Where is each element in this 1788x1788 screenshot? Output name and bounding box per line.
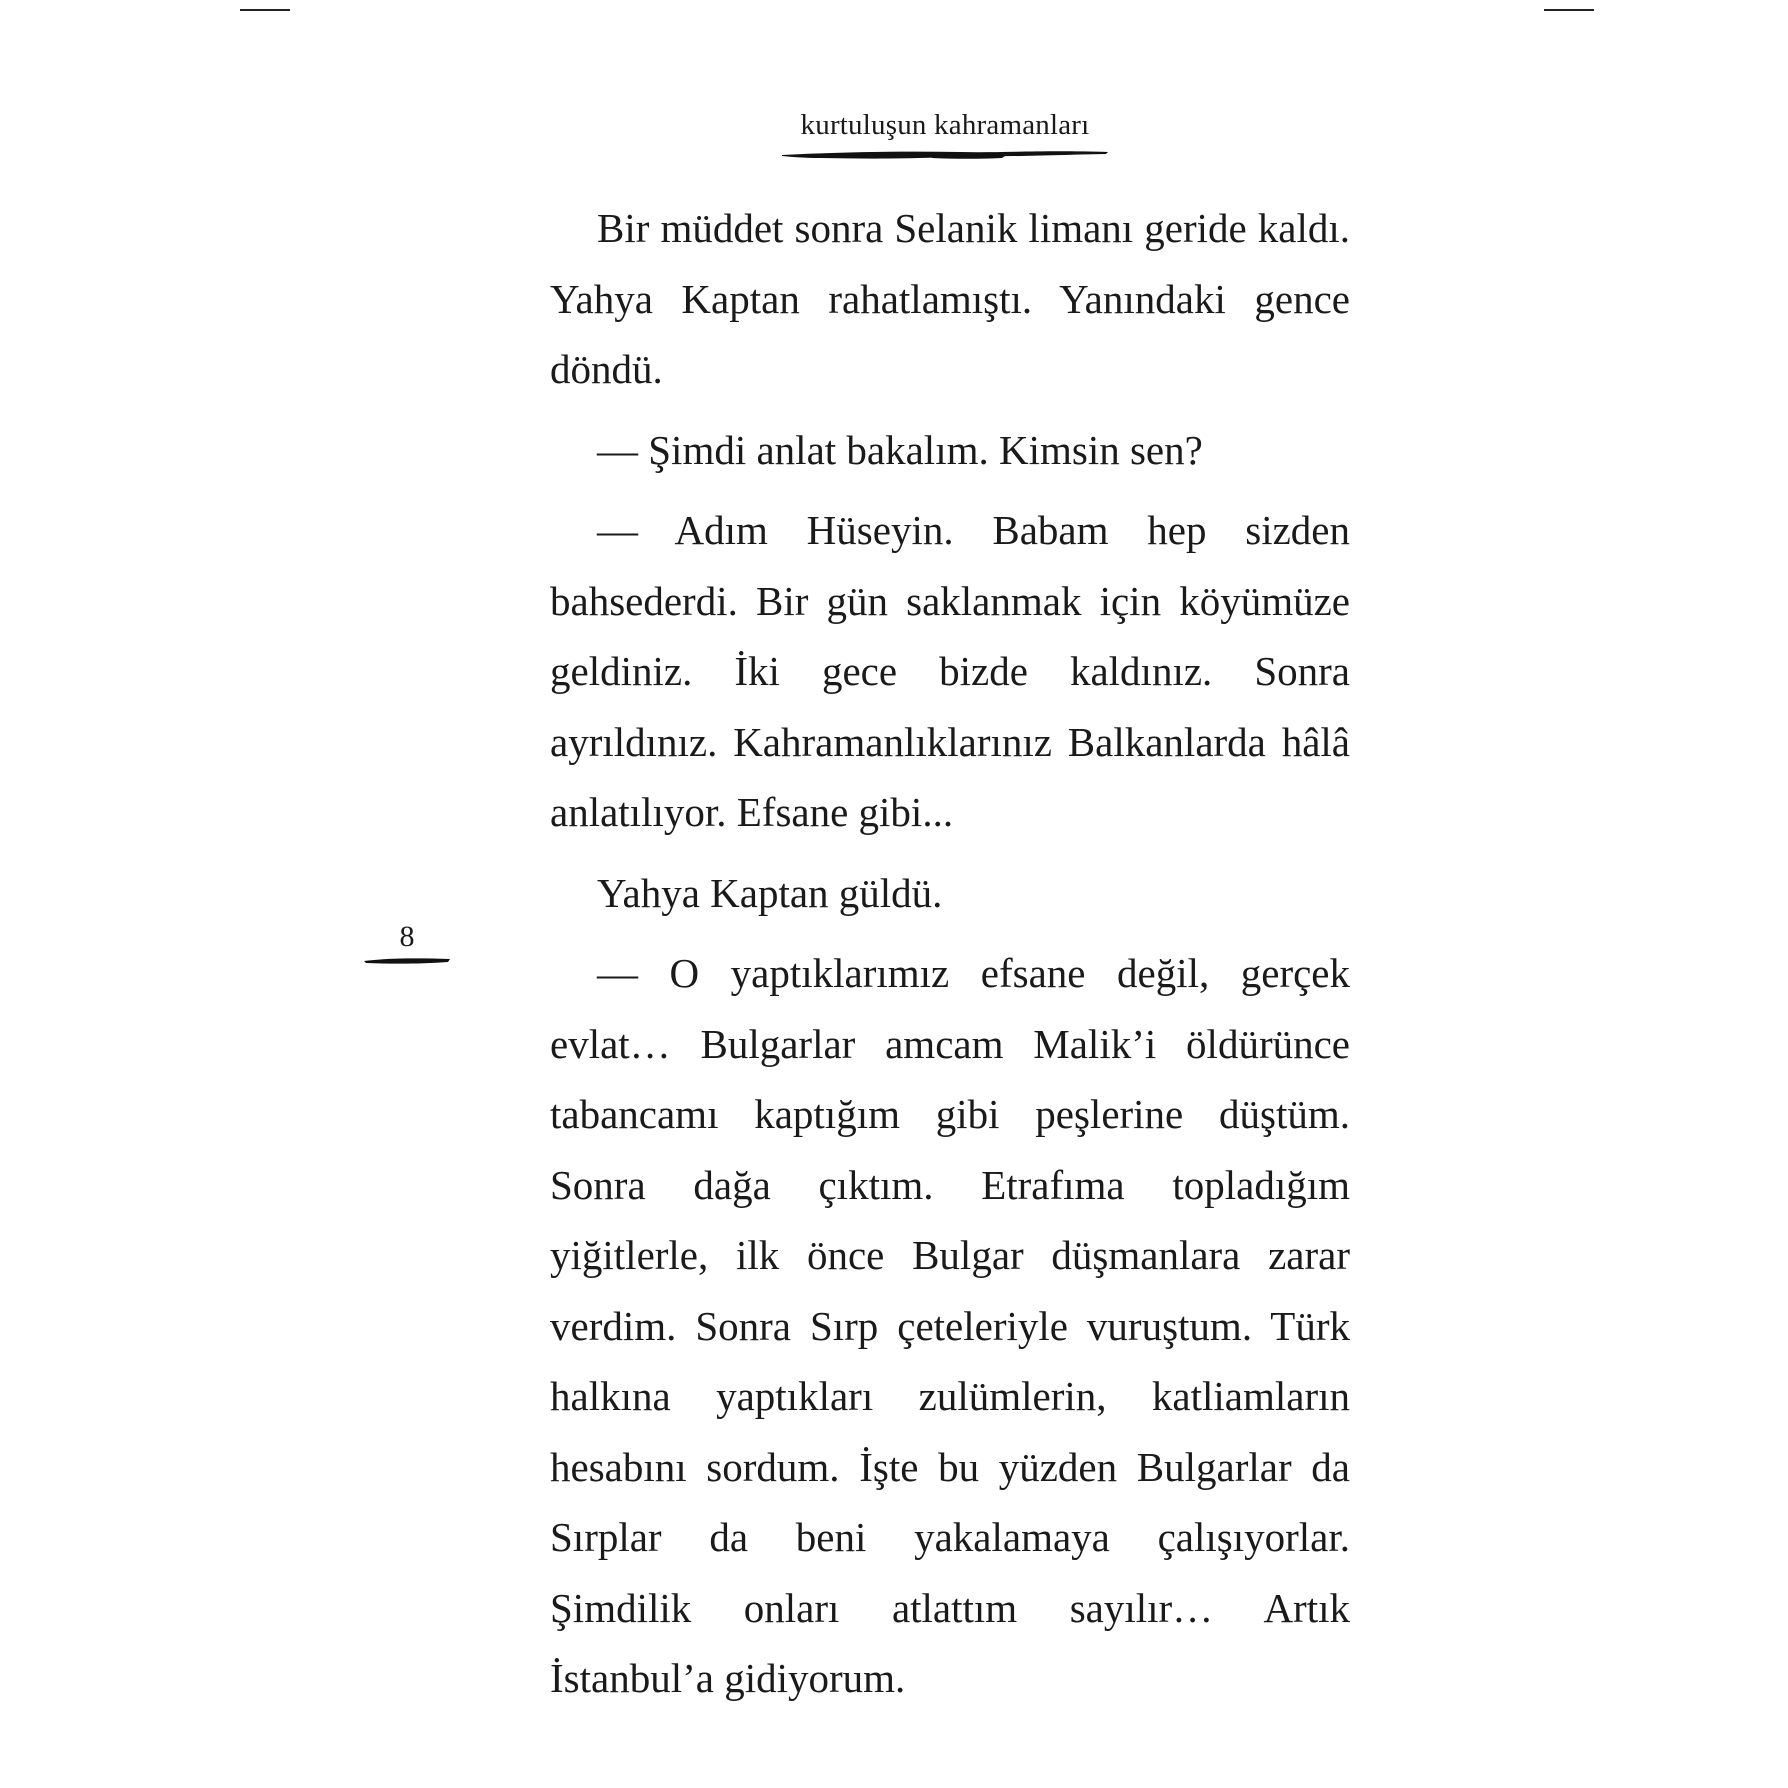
paragraph: Yahya Kaptan güldü. (597, 869, 943, 916)
paragraph: — Şimdi anlat bakalım. Kimsin sen? (597, 426, 1203, 473)
page-number-brush-stroke (362, 955, 452, 967)
page-number-block (362, 920, 452, 972)
crop-mark-right (1544, 9, 1594, 11)
paragraph: — O yaptıklarımız efsane değil, gerçek evlat… Bulgarlar amcam Malik’i öldürünce tabancamı kaptığım gibi peşlerine düştüm. Sonra dağa çıktım. Etrafıma topladığım yiğitlerle, ilk önce Bulgar düşmanlara zarar verdim. Sonra Sırp çeteleriyle vuruştum. Türk halkına yaptıkları zulümlerin, katliamların hesabını sordum. İşte bu yüzden Bulgarlar da Sırplar da beni yakalamaya çalışıyorlar. Şimdilik onları atlattım sayılır… Artık İstanbul’a gidiyorum. (550, 950, 1350, 1701)
paragraph: Bir müddet sonra Selanik limanı geride kaldı. Yahya Kaptan rahatlamıştı. Yanındaki gence döndü. (550, 205, 1350, 392)
running-header (780, 108, 1110, 162)
body-text (550, 193, 1350, 1724)
running-title: kurtuluşun kahramanları (800, 109, 1090, 141)
paragraph: — Adım Hüseyin. Babam hep sizden bahsederdi. Bir gün saklanmak için köyümüze geldiniz. İki gece bizde kaldınız. Sonra ayrıldınız. Kahramanlıklarınız Balkanlarda hâlâ anlatılıyor. Efsane gibi... (550, 507, 1350, 835)
header-brush-stroke (780, 146, 1110, 162)
crop-mark-left (240, 9, 290, 11)
page-number: 8 (399, 920, 415, 953)
